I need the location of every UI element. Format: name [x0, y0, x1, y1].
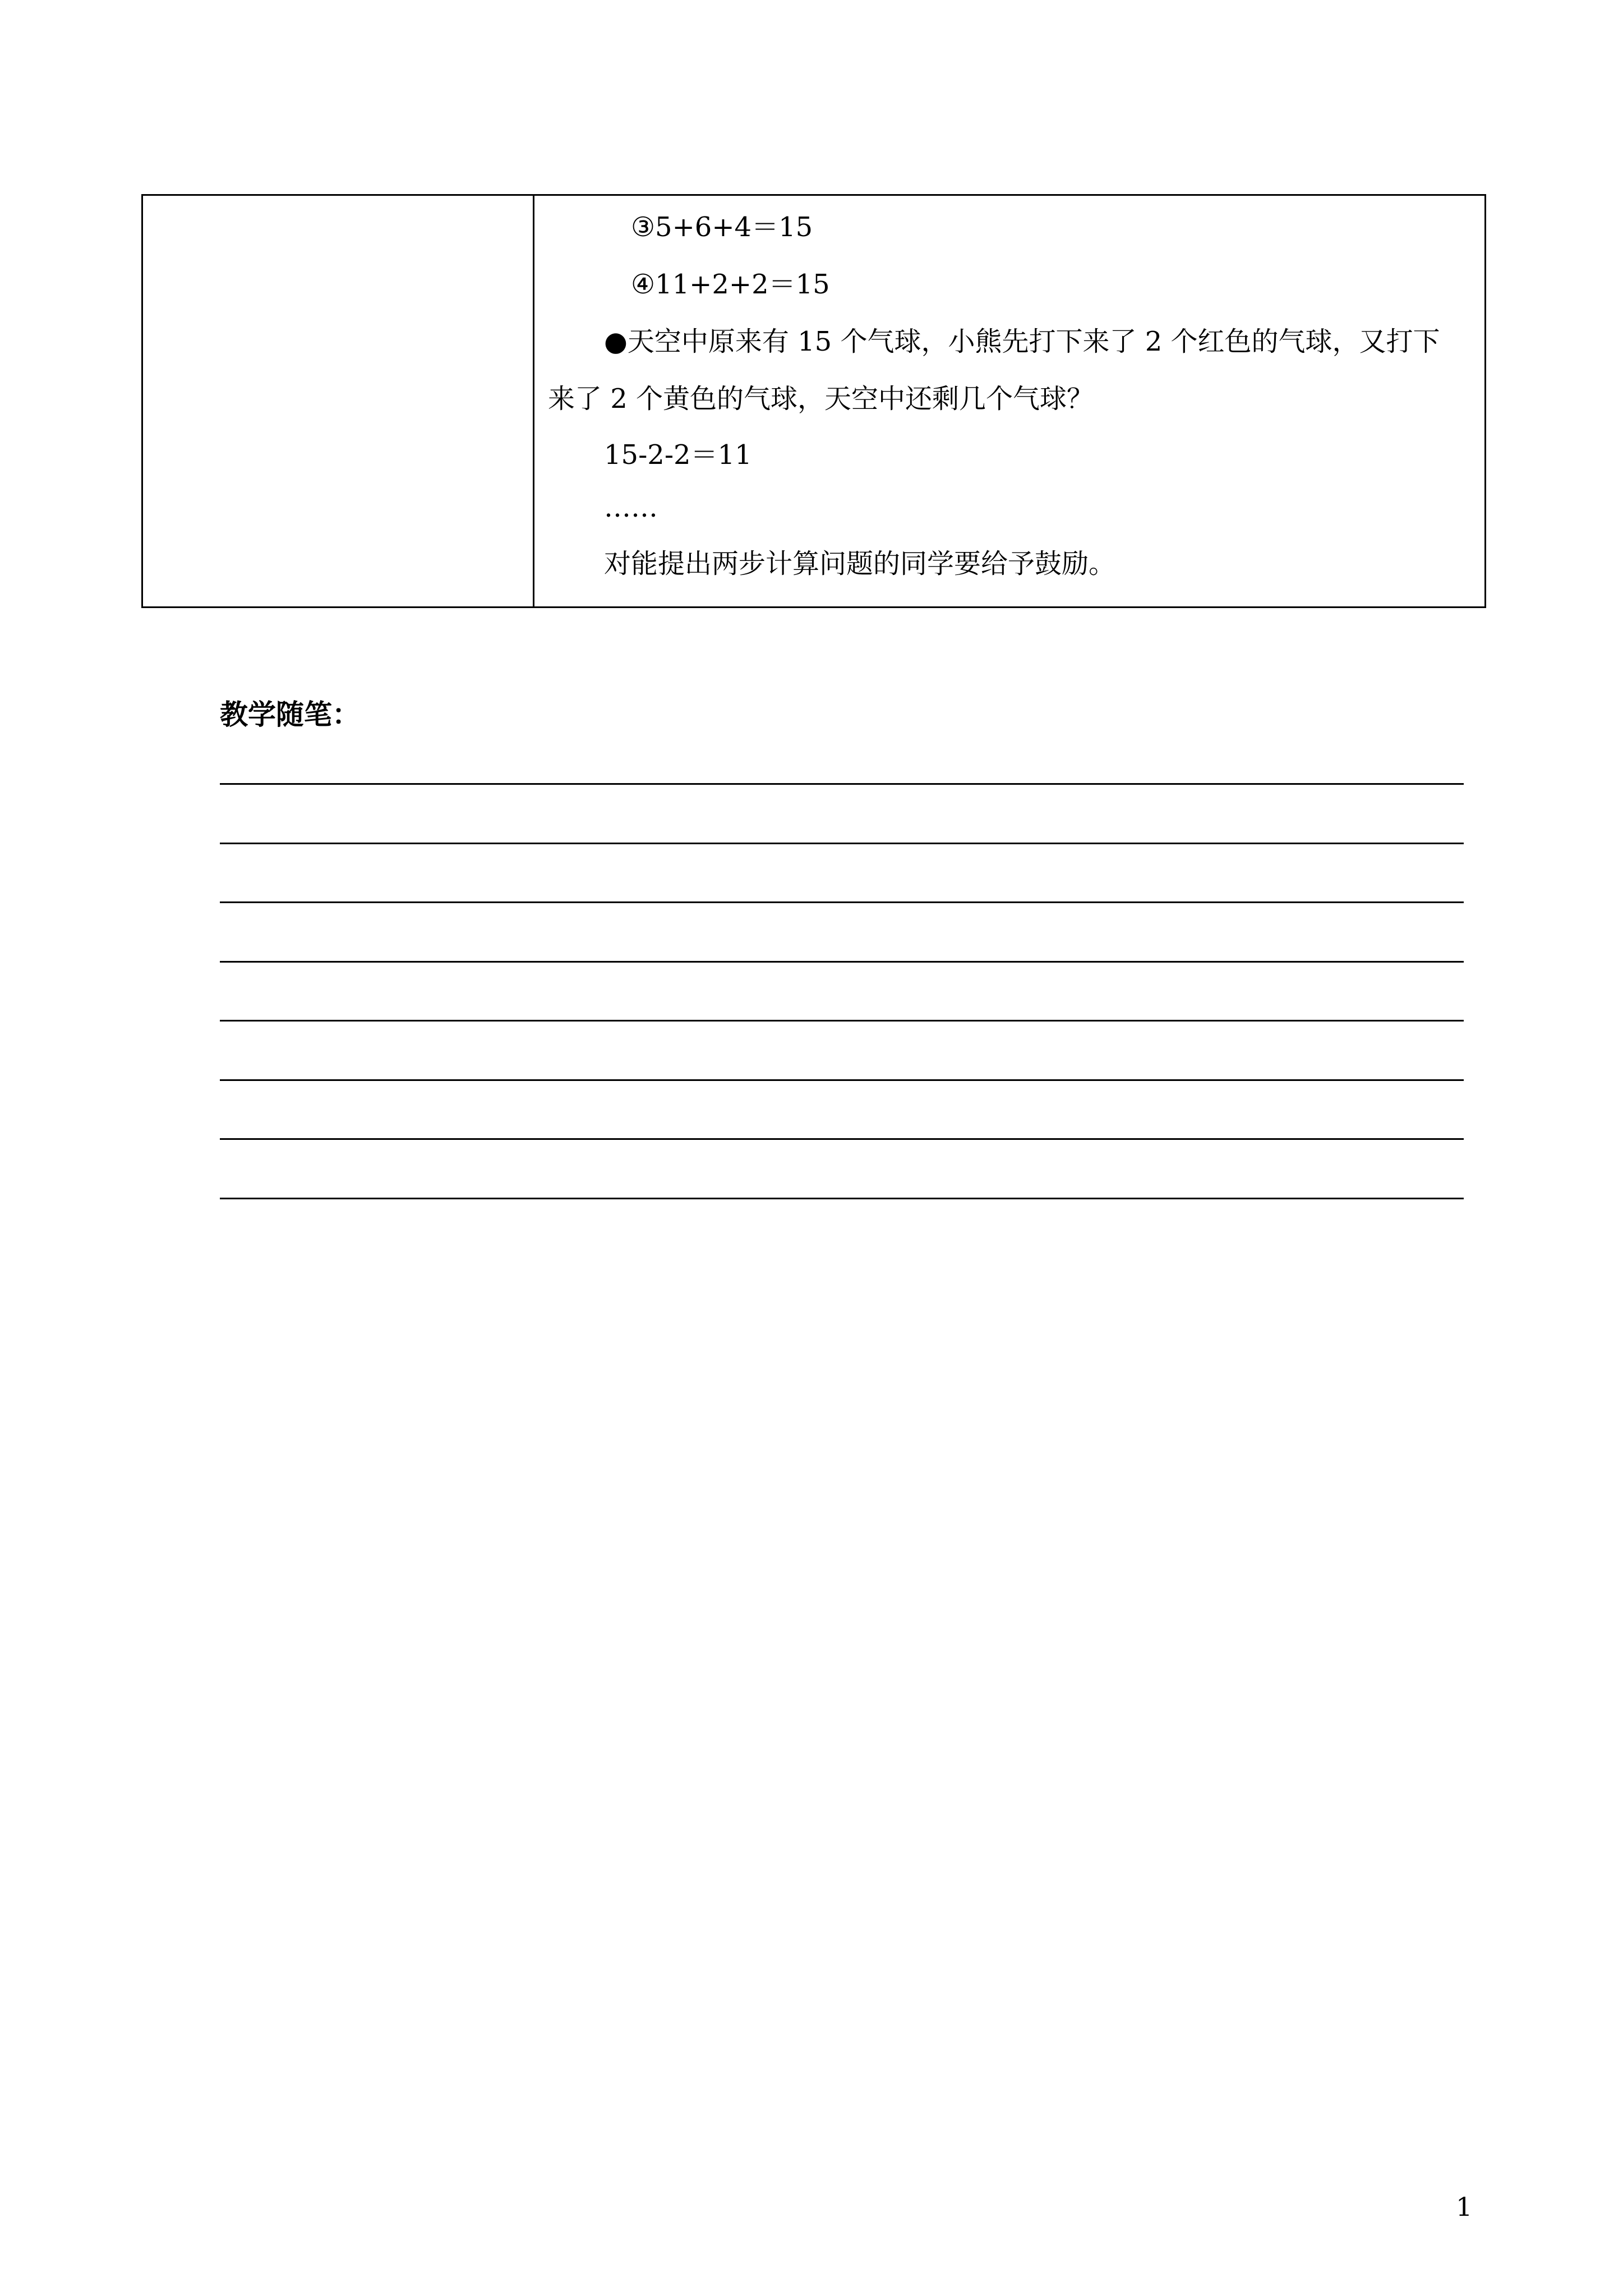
- notes-rule: [220, 1138, 1464, 1140]
- equation-line-3: ③5+6+4＝15: [631, 211, 813, 243]
- ellipsis-line: ……: [604, 492, 658, 523]
- table-left-cell: [143, 196, 534, 606]
- notes-rule: [220, 843, 1464, 844]
- notes-rule: [220, 783, 1464, 785]
- word-problem-line-1: ●天空中原来有 15 个气球，小熊先打下来了 2 个红色的气球，又打下: [604, 326, 1440, 357]
- word-problem-line-2: 来了 2 个黄色的气球，天空中还剩几个气球？: [548, 383, 1094, 415]
- solution-line: 15-2-2＝11: [604, 439, 752, 471]
- notes-rule: [220, 1079, 1464, 1081]
- table-right-cell: [534, 196, 1484, 606]
- notes-rule: [220, 961, 1464, 963]
- notes-rule: [220, 1020, 1464, 1022]
- encouragement-line: 对能提出两步计算问题的同学要给予鼓励。: [604, 548, 1116, 579]
- equation-line-4: ④11+2+2＝15: [631, 269, 830, 300]
- teaching-notes-title: 教学随笔：: [220, 698, 360, 731]
- notes-rule: [220, 1198, 1464, 1199]
- page-number: 1: [1456, 2192, 1473, 2222]
- notes-rule: [220, 901, 1464, 903]
- lesson-table: [141, 194, 1486, 608]
